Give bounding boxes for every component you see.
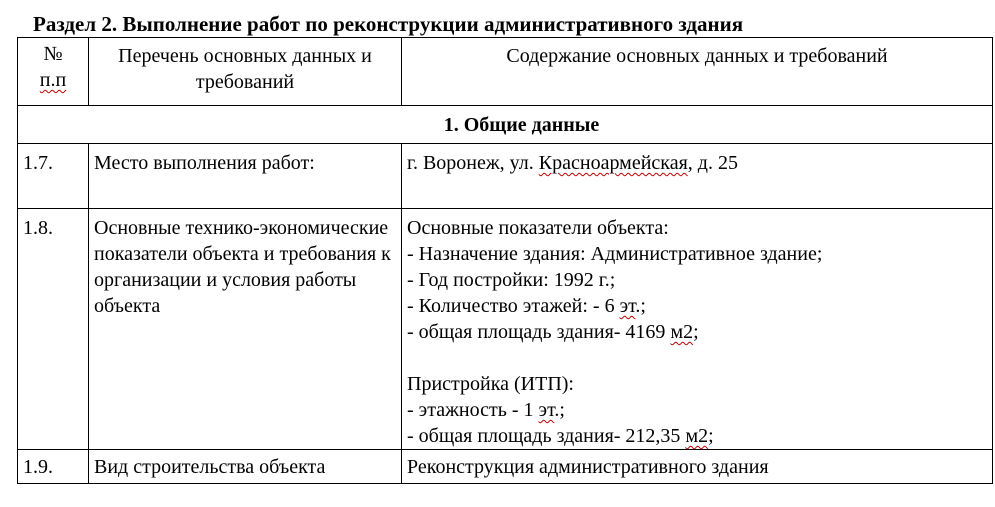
value-line: - Год постройки: 1992 г.; xyxy=(407,269,616,291)
table-row xyxy=(18,144,993,209)
value-line: - Назначение здания: Административное здание; xyxy=(407,243,823,265)
table-header-row xyxy=(18,38,993,106)
row-name: Основные технико-экономические показатели объекта и требования к организации и условия работы объекта xyxy=(89,209,402,450)
blank-line xyxy=(407,345,987,371)
value-text: - Количество этажей: - 6 xyxy=(407,295,620,317)
group-row xyxy=(18,106,993,144)
section-title: Раздел 2. Выполнение работ по реконструкции административного здания xyxy=(33,12,744,36)
value-line: Пристройка (ИТП): xyxy=(407,373,574,395)
row-name: Место выполнения работ: xyxy=(89,144,402,209)
requirements-table xyxy=(17,37,993,484)
street-name: Красноармейская xyxy=(538,152,688,174)
value-line xyxy=(407,319,987,345)
unit-m2: м2 xyxy=(685,425,709,447)
row-value: Реконструкция административного здания xyxy=(402,450,993,484)
value-line xyxy=(407,423,987,449)
header-number xyxy=(18,38,89,106)
value-text: ; xyxy=(708,425,714,447)
value-text: - общая площадь здания- 4169 xyxy=(407,321,671,343)
row-value xyxy=(402,209,993,450)
row-number: 1.8. xyxy=(18,209,89,450)
value-text: ; xyxy=(693,321,699,343)
table-row xyxy=(18,209,993,450)
header-number-symbol: № xyxy=(43,43,63,65)
header-number-abbr: п.п xyxy=(39,69,67,91)
value-line xyxy=(407,397,987,423)
value-text: - общая площадь здания- 212,35 xyxy=(407,425,686,447)
value-line: Основные показатели объекта: xyxy=(407,217,669,239)
row-name: Вид строительства объекта xyxy=(89,450,402,484)
value-text: г. Воронеж, ул. xyxy=(407,152,539,174)
abbr-floors: эт xyxy=(538,399,555,421)
group-title: 1. Общие данные xyxy=(18,106,993,144)
abbr-floors: эт xyxy=(619,295,636,317)
value-text: .; xyxy=(554,399,565,421)
row-number: 1.9. xyxy=(18,450,89,484)
value-line xyxy=(407,293,987,319)
row-number: 1.7. xyxy=(18,144,89,209)
header-content: Содержание основных данных и требований xyxy=(402,38,993,106)
value-text: , д. 25 xyxy=(687,152,738,174)
table-row xyxy=(18,450,993,484)
value-text: .; xyxy=(635,295,646,317)
row-value xyxy=(402,144,993,209)
header-list: Перечень основных данных и требований xyxy=(89,38,402,106)
value-text: - этажность - 1 xyxy=(407,399,539,421)
unit-m2: м2 xyxy=(670,321,694,343)
